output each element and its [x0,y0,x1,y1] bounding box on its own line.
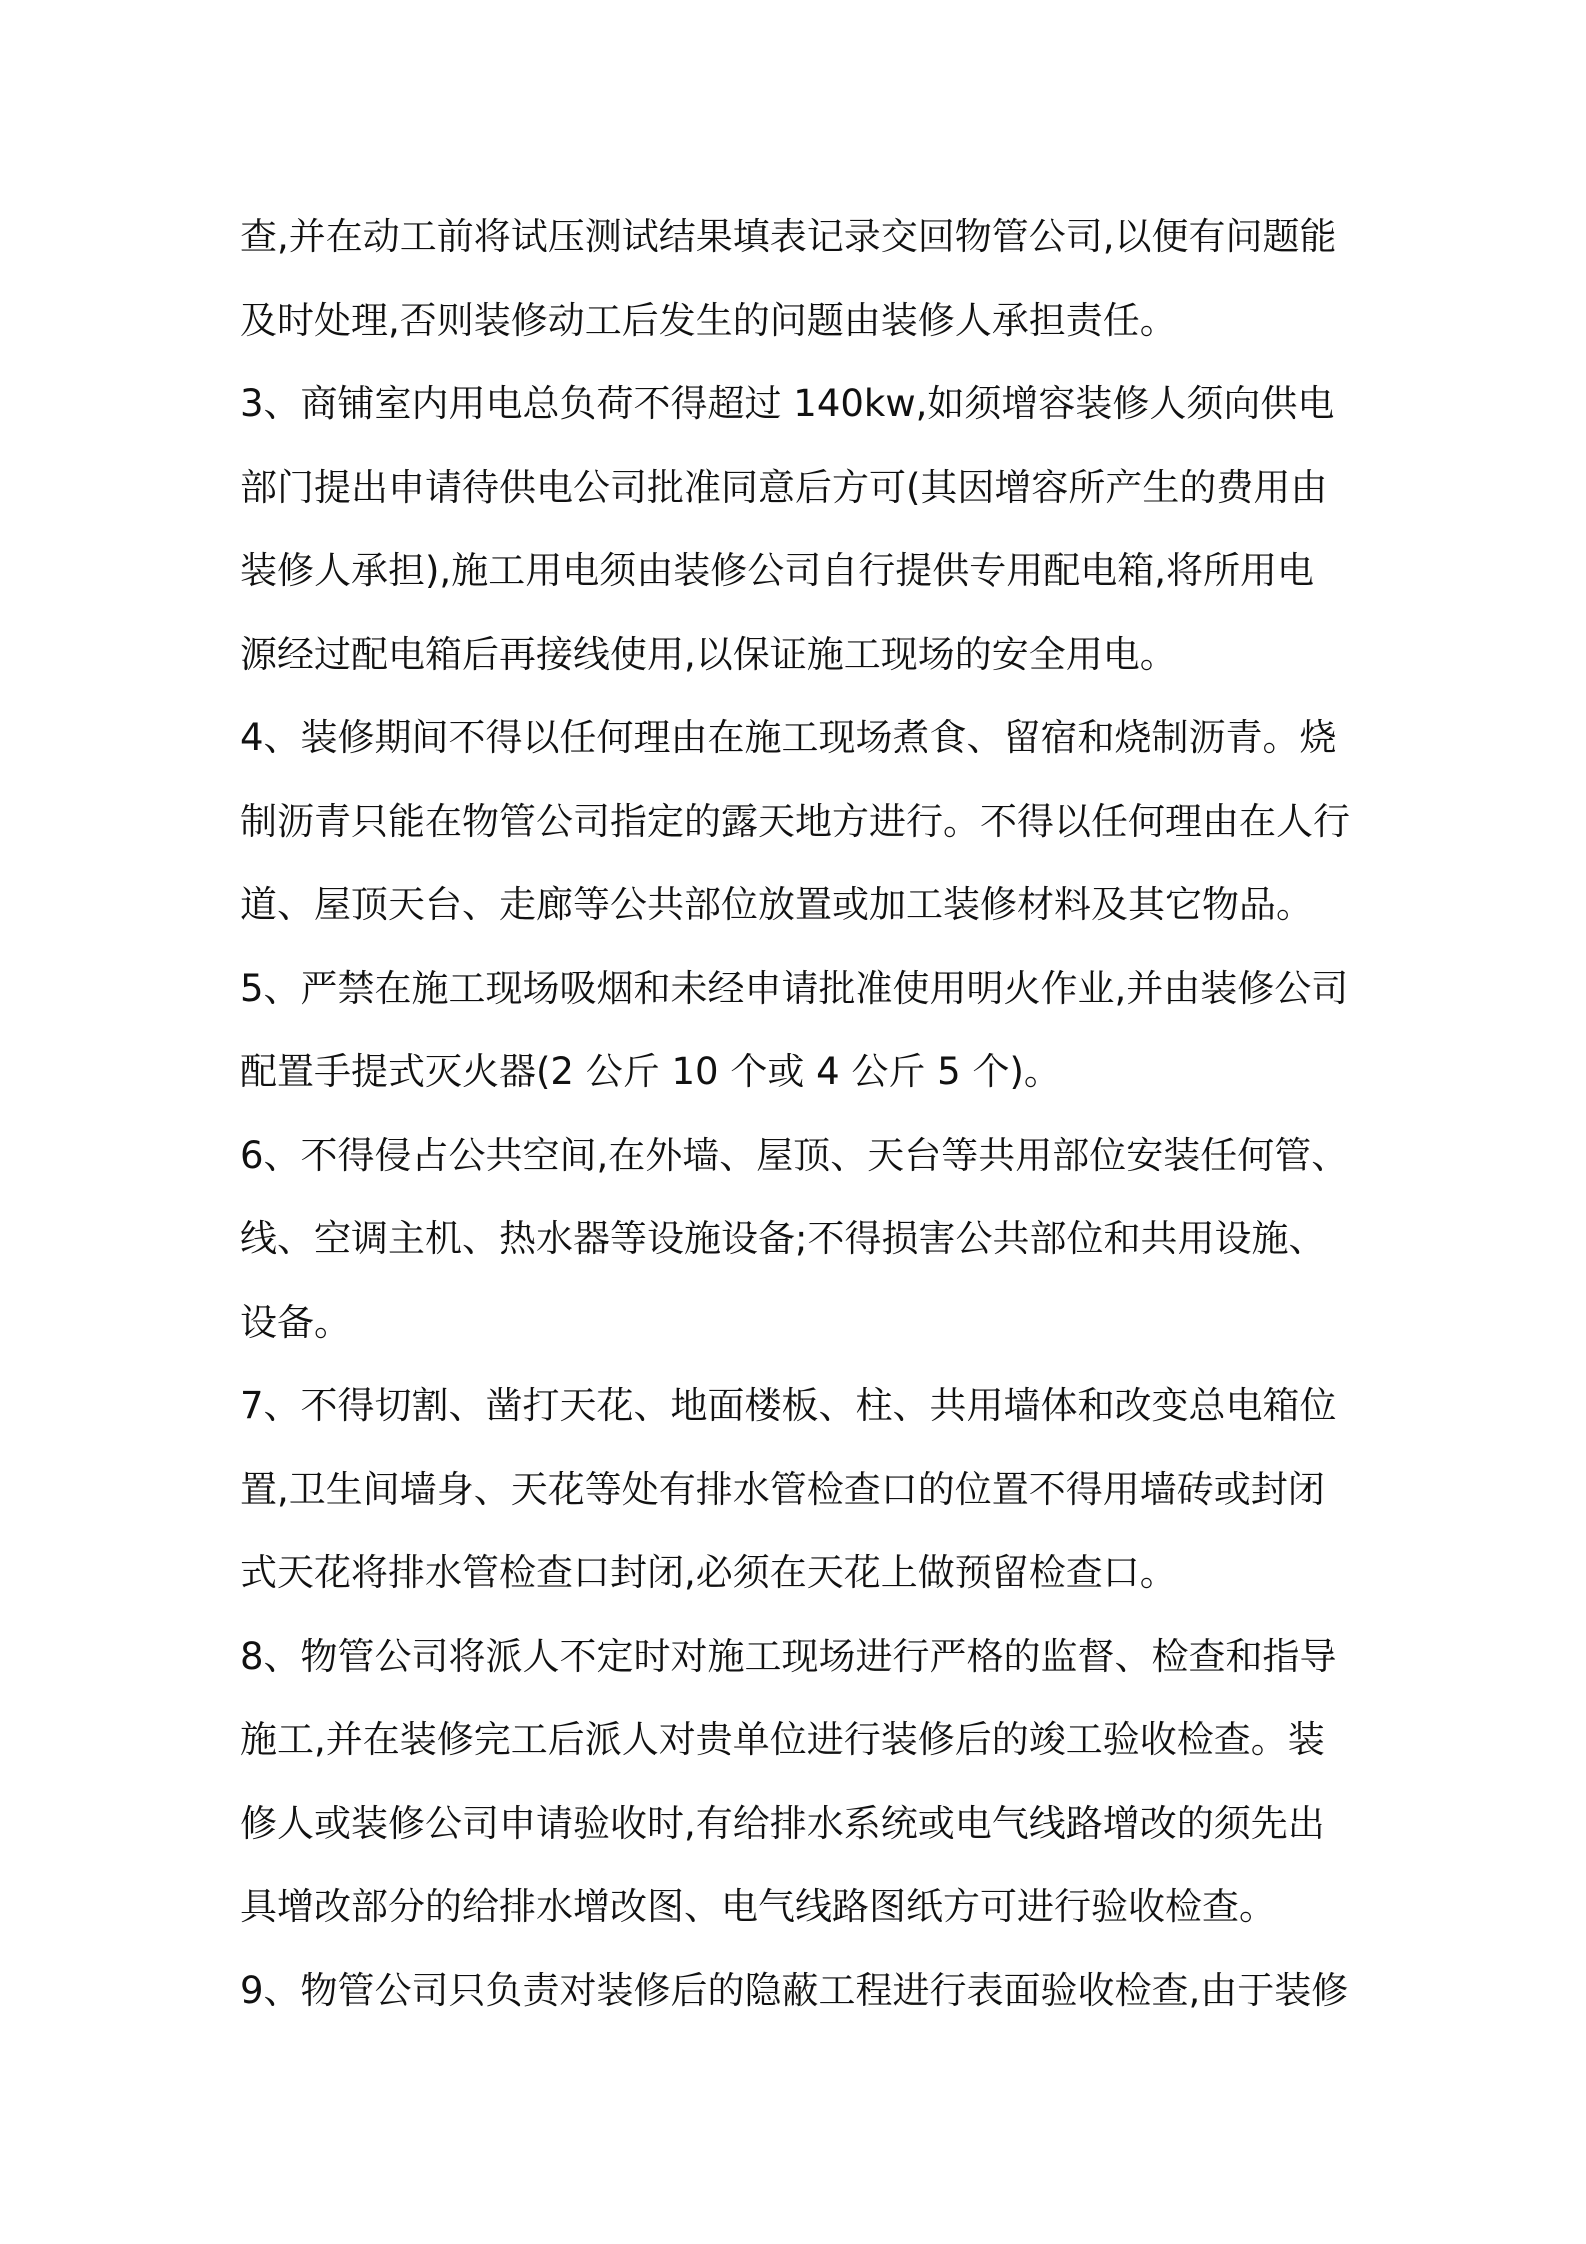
text-line: 6、不得侵占公共空间,在外墙、屋顶、天台等共用部位安装任何管、 [240,1133,1349,1177]
text-line: 配置手提式灭火器(2 公斤 10 个或 4 公斤 5 个)。 [240,1050,1061,1093]
text-line: 源经过配电箱后再接线使用,以保证施工现场的安全用电。 [240,632,1177,676]
document-body [240,195,1360,2032]
text-line: 8、物管公司将派人不定时对施工现场进行严格的监督、检查和指导 [240,1634,1337,1678]
text-line: 设备。 [240,1300,351,1344]
text-line: 3、商铺室内用电总负荷不得超过 140kw,如须增容装修人须向供电 [240,382,1335,425]
text-line: 7、不得切割、凿打天花、地面楼板、柱、共用墙体和改变总电箱位 [240,1384,1337,1427]
text-line: 查,并在动工前将试压测试结果填表记录交回物管公司,以便有问题能 [240,215,1337,258]
text-line: 置,卫生间墙身、天花等处有排水管检查口的位置不得用墙砖或封闭 [240,1467,1325,1511]
text-line: 及时处理,否则装修动工后发生的问题由装修人承担责任。 [240,298,1177,342]
text-line: 4、装修期间不得以任何理由在施工现场煮食、留宿和烧制沥青。烧 [240,716,1337,759]
text-line: 式天花将排水管检查口封闭,必须在天花上做预留检查口。 [240,1551,1177,1594]
text-line: 修人或装修公司申请验收时,有给排水系统或电气线路增改的须先出 [240,1801,1325,1845]
text-line: 装修人承担),施工用电须由装修公司自行提供专用配电箱,将所用电 [240,549,1314,592]
text-line: 道、屋顶天台、走廊等公共部位放置或加工装修材料及其它物品。 [240,883,1313,926]
text-line: 线、空调主机、热水器等设施设备;不得损害公共部位和共用设施、 [240,1217,1326,1260]
text-line: 具增改部分的给排水增改图、电气线路图纸方可进行验收检查。 [240,1885,1276,1928]
text-line: 施工,并在装修完工后派人对贵单位进行装修后的竣工验收检查。装 [240,1718,1325,1761]
text-line: 5、严禁在施工现场吸烟和未经申请批准使用明火作业,并由装修公司 [240,966,1349,1010]
text-line: 制沥青只能在物管公司指定的露天地方进行。不得以任何理由在人行 [240,799,1350,843]
text-line: 部门提出申请待供电公司批准同意后方可(其因增容所产生的费用由 [240,465,1328,509]
text-line: 9、物管公司只负责对装修后的隐蔽工程进行表面验收检查,由于装修 [240,1968,1349,2012]
